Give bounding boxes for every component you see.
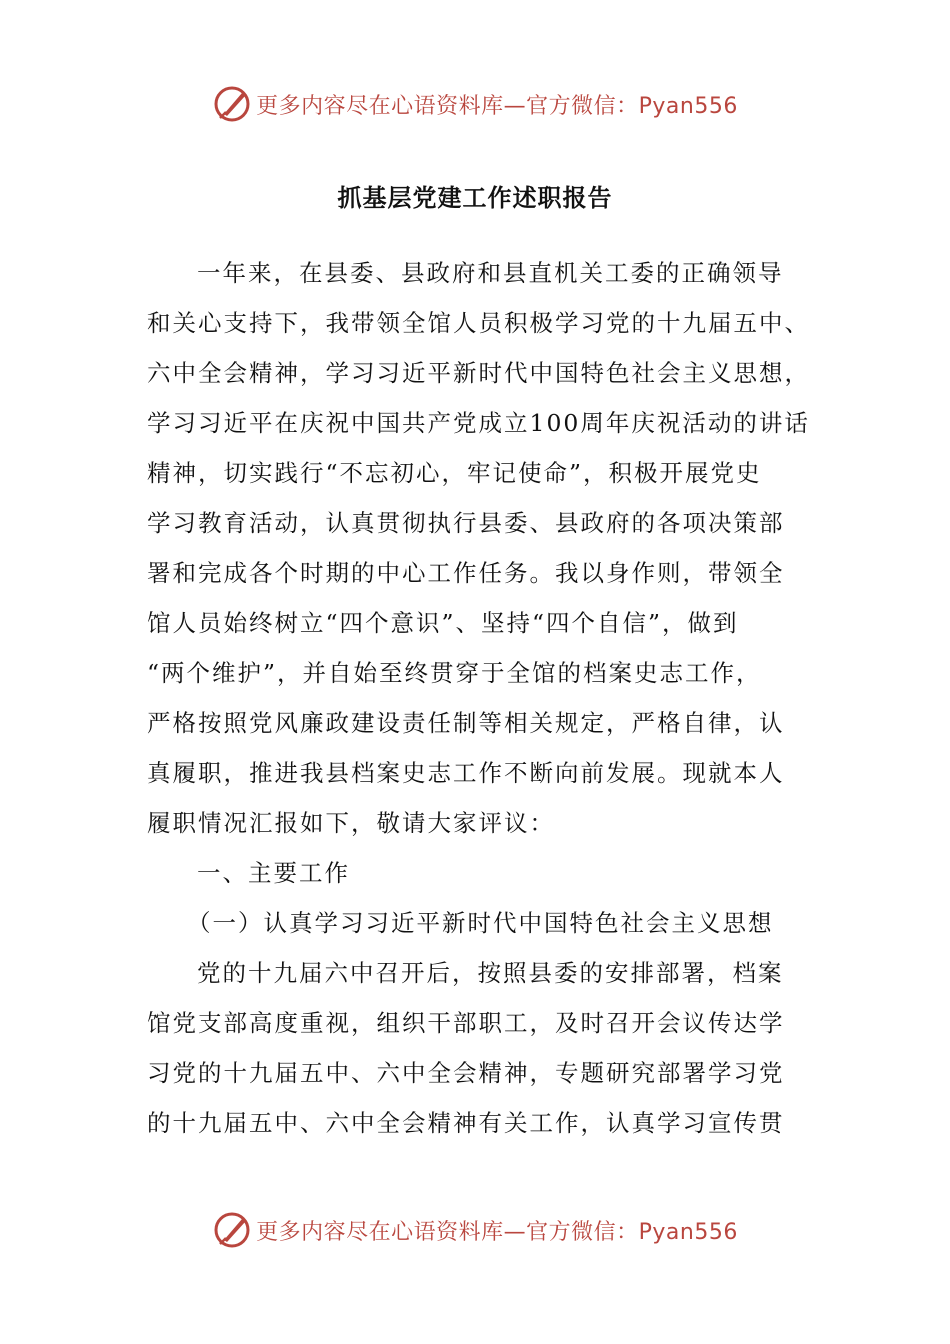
document-title: 抓基层党建工作述职报告 bbox=[337, 184, 613, 212]
paragraph-line: 真履职，推进我县档案史志工作不断向前发展。现就本人 bbox=[147, 759, 785, 787]
quill-logo-icon bbox=[212, 1210, 252, 1250]
paragraph-line: 习党的十九届五中、六中全会精神，专题研究部署学习党 bbox=[147, 1059, 785, 1087]
header-watermark-banner bbox=[0, 82, 950, 126]
paragraph-line: 履职情况汇报如下，敬请大家评议： bbox=[147, 809, 555, 837]
paragraph-line: 署和完成各个时期的中心工作任务。我以身作则，带领全 bbox=[147, 559, 785, 587]
footer-watermark-banner bbox=[0, 1208, 950, 1252]
quill-logo-icon bbox=[212, 84, 252, 124]
paragraph-line: 党的十九届六中召开后，按照县委的安排部署，档案 bbox=[197, 959, 784, 987]
paragraph-line: 严格按照党风廉政建设责任制等相关规定，严格自律，认 bbox=[147, 709, 785, 737]
paragraph-line: 学习习近平在庆祝中国共产党成立100周年庆祝活动的讲话 bbox=[147, 409, 810, 437]
paragraph-line: “两个维护”，并自始至终贯穿于全馆的档案史志工作， bbox=[147, 659, 762, 687]
section-heading: 一、主要工作 bbox=[197, 859, 350, 887]
paragraph-line: 精神，切实践行“不忘初心，牢记使命”，积极开展党史 bbox=[147, 459, 762, 487]
paragraph-line: 的十九届五中、六中全会精神有关工作，认真学习宣传贯 bbox=[147, 1109, 785, 1137]
subsection-heading: （一）认真学习习近平新时代中国特色社会主义思想 bbox=[187, 909, 774, 937]
paragraph-line: 馆党支部高度重视，组织干部职工，及时召开会议传达学 bbox=[147, 1009, 785, 1037]
paragraph-line: 和关心支持下，我带领全馆人员积极学习党的十九届五中、 bbox=[147, 309, 810, 337]
paragraph-line: 学习教育活动，认真贯彻执行县委、县政府的各项决策部 bbox=[147, 509, 785, 537]
paragraph-line: 馆人员始终树立“四个意识”、坚持“四个自信”，做到 bbox=[147, 609, 739, 637]
watermark-text: 更多内容尽在心语资料库—官方微信：Pyan556 bbox=[256, 93, 738, 119]
paragraph-line: 一年来，在县委、县政府和县直机关工委的正确领导 bbox=[197, 259, 784, 287]
paragraph-line: 六中全会精神，学习习近平新时代中国特色社会主义思想， bbox=[147, 359, 810, 387]
watermark-text: 更多内容尽在心语资料库—官方微信：Pyan556 bbox=[256, 1219, 738, 1245]
document-body bbox=[147, 248, 810, 1148]
